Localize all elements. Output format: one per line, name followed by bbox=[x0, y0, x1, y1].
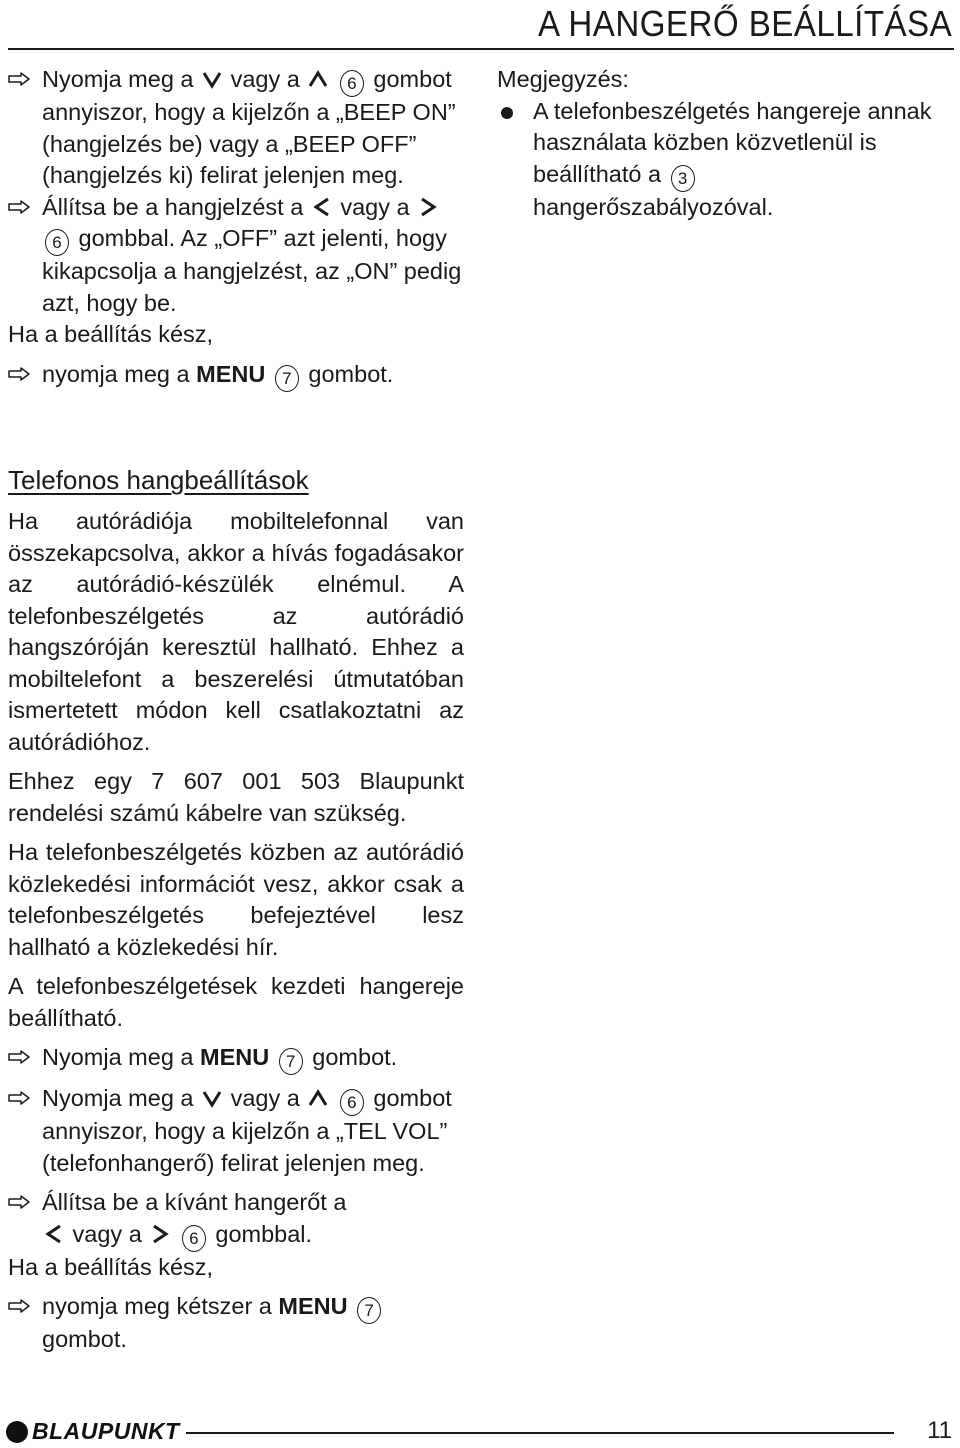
note-text: hangerőszabályozóval. bbox=[533, 193, 774, 220]
footer-rule bbox=[186, 1432, 894, 1434]
control-number-badge: 6 bbox=[45, 229, 69, 256]
control-number-badge: 3 bbox=[671, 165, 695, 192]
control-number-badge: 7 bbox=[279, 1048, 303, 1075]
step-text: vagy a bbox=[230, 66, 300, 92]
menu-key-label: MENU bbox=[196, 360, 266, 387]
left-key-icon bbox=[312, 197, 332, 217]
paragraph: Ha telefonbeszélgetés közben az autórádió közlekedési információt vesz, akkor csak a telefonbeszélgetés befejeztével lesz hallható a közlekedési hír. bbox=[8, 839, 464, 960]
step-text: vagy a bbox=[72, 1220, 142, 1247]
section-body bbox=[8, 506, 464, 1356]
step-text: gombot. bbox=[312, 1044, 398, 1070]
arrow-bullet-icon bbox=[8, 367, 30, 381]
arrow-bullet-icon bbox=[8, 200, 30, 214]
done-text: Ha a beállítás kész, bbox=[8, 1253, 214, 1280]
note-item bbox=[497, 96, 937, 224]
arrow-bullet-icon bbox=[8, 1091, 30, 1105]
arrow-bullet-icon bbox=[8, 1299, 30, 1313]
step-text: Állítsa be a kívánt hangerőt a bbox=[42, 1189, 347, 1215]
up-key-icon bbox=[308, 1088, 328, 1108]
left-key-icon bbox=[44, 1224, 64, 1244]
step-text: Nyomja meg a bbox=[42, 1085, 194, 1111]
step-beep-set bbox=[8, 192, 464, 320]
menu-key-label: MENU bbox=[278, 1293, 348, 1319]
brand-name: BLAUPUNKT bbox=[32, 1418, 180, 1445]
arrow-bullet-icon bbox=[8, 1195, 30, 1209]
step-text: nyomja meg a bbox=[42, 360, 190, 387]
step-text: Állítsa be a hangjelzést a bbox=[42, 193, 304, 220]
note-heading: Megjegyzés: bbox=[497, 66, 629, 92]
note-block bbox=[497, 64, 937, 223]
title-rule bbox=[8, 48, 954, 50]
step-text: nyomja meg kétszer a bbox=[42, 1293, 272, 1319]
step-text: gombot. bbox=[308, 360, 394, 387]
paragraph: Ha autórádiója mobiltelefonnal van összekapcsolva, akkor a hívás fogadásakor az autórádió-készülék elnémul. A telefonbeszélgetés az autórádió hangszóróján keresztül hallható. Ehhez a mobiltelefont a beszerelési útmutatóban ismertetett módon kell csatlakoztatni az autórádióhoz. bbox=[8, 508, 464, 755]
paragraph: A telefonbeszélgetések kezdeti hangereje beállítható. bbox=[8, 973, 464, 1031]
step-tel-set bbox=[8, 1187, 464, 1252]
right-key-icon bbox=[418, 197, 438, 217]
arrow-bullet-icon bbox=[8, 72, 30, 86]
step-text: gombot annyiszor, hogy a kijelzőn a „TEL VOL” (telefonhangerő) felirat jelenjen meg. bbox=[42, 1085, 452, 1176]
down-key-icon bbox=[202, 69, 222, 89]
right-key-icon bbox=[150, 1224, 170, 1244]
down-key-icon bbox=[202, 1088, 222, 1108]
step-text: vagy a bbox=[230, 1085, 300, 1111]
page-number: 11 bbox=[927, 1417, 952, 1444]
step-text: gombot. bbox=[42, 1326, 127, 1352]
step-tel-select bbox=[8, 1083, 464, 1179]
brand-logo bbox=[6, 1418, 180, 1446]
control-number-badge: 7 bbox=[275, 365, 299, 392]
step-text: gombot annyiszor, hogy a kijelzőn a „BEEP ON” (hangjelzés be) vagy a „BEEP OFF” (hangjelzés ki) felirat jelenjen meg. bbox=[42, 66, 456, 188]
done-text: Ha a beállítás kész, bbox=[8, 321, 214, 347]
menu-key-label: MENU bbox=[200, 1044, 270, 1070]
control-number-badge: 6 bbox=[340, 1089, 364, 1116]
bullet-dot-icon bbox=[501, 107, 513, 119]
control-number-badge: 7 bbox=[357, 1297, 381, 1324]
left-column-top bbox=[8, 64, 464, 392]
step-text: vagy a bbox=[340, 193, 410, 220]
step-menu-press bbox=[8, 359, 464, 392]
step-text: gombbal. Az „OFF” azt jelenti, hogy kikapcsolja a hangjelzést, az „ON” pedig azt, hogy be. bbox=[42, 225, 462, 316]
step-tel-menu-twice bbox=[8, 1291, 464, 1356]
control-number-badge: 6 bbox=[340, 70, 364, 97]
logo-dot-icon bbox=[6, 1421, 28, 1443]
page-title: A HANGERŐ BEÁLLÍTÁSA bbox=[537, 3, 952, 44]
up-key-icon bbox=[308, 69, 328, 89]
step-text: gombbal. bbox=[215, 1220, 313, 1247]
control-number-badge: 6 bbox=[182, 1225, 206, 1252]
paragraph: Ehhez egy 7 607 001 503 Blaupunkt rendelési számú kábelre van szükség. bbox=[8, 768, 464, 826]
step-tel-menu bbox=[8, 1042, 464, 1075]
note-text: A telefonbeszélgetés hangereje annak használata közben közvetlenül is beállítható a bbox=[533, 97, 932, 187]
section-heading: Telefonos hangbeállítások bbox=[8, 465, 309, 495]
step-text: Nyomja meg a bbox=[42, 66, 194, 92]
step-beep-select bbox=[8, 64, 464, 192]
step-text: Nyomja meg a bbox=[42, 1044, 194, 1070]
arrow-bullet-icon bbox=[8, 1050, 30, 1064]
